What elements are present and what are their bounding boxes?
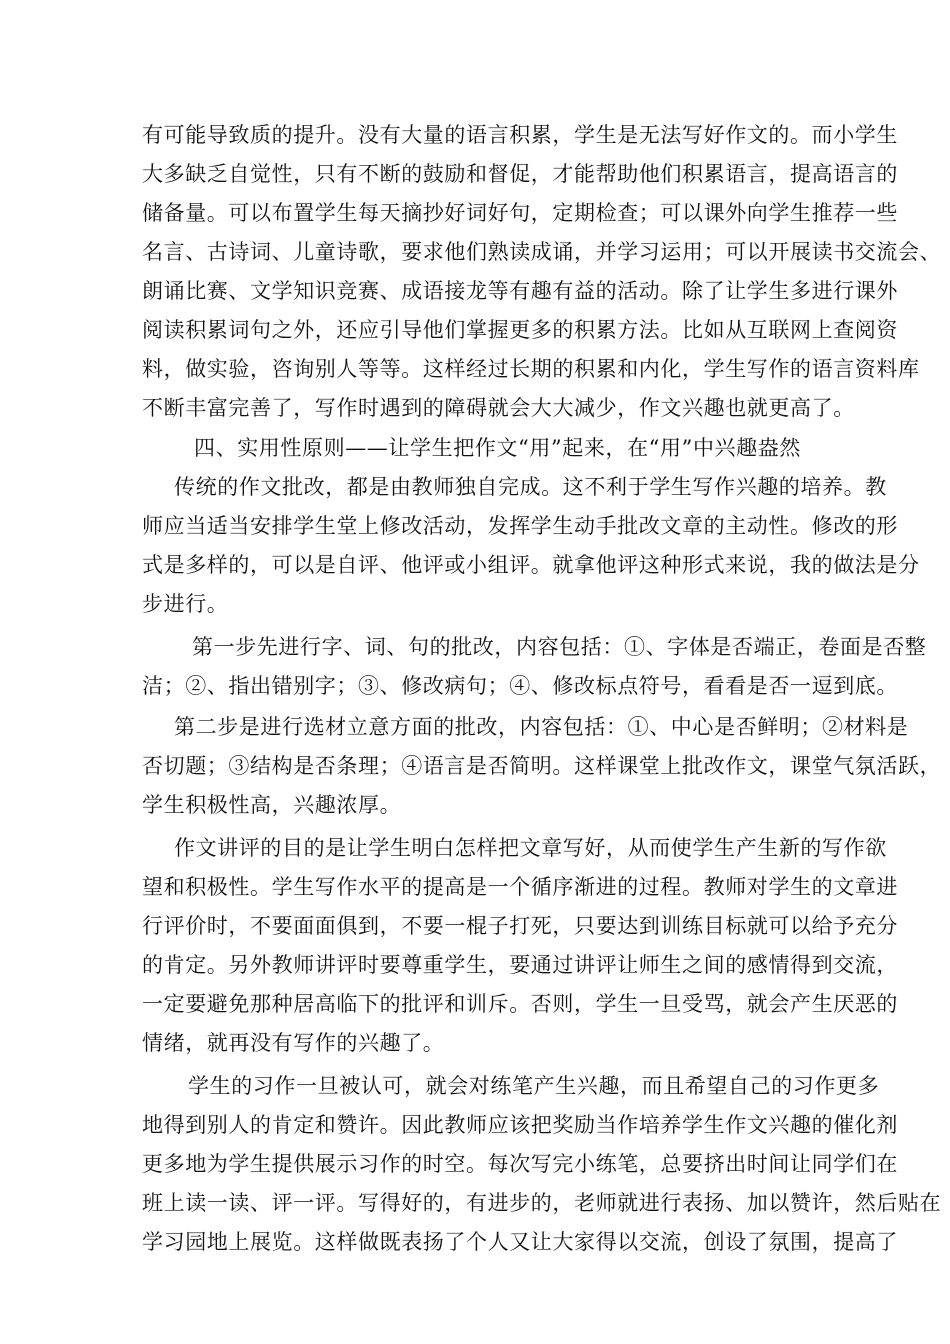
paragraph-first-line: 第一步先进行字、词、句的批改，内容包括：①、字体是否端正，卷面是否整 — [192, 635, 927, 659]
text-line: 阅读积累词句之外，还应引导他们掌握更多的积累方法。比如从互联网上查阅资 — [142, 318, 898, 342]
text-line: 行评价时，不要面面俱到，不要一棍子打死，只要达到训练目标就可以给予充分 — [142, 914, 898, 938]
text-line: 一定要避免那种居高临下的批评和训斥。否则，学生一旦受骂，就会产生厌恶的 — [142, 992, 898, 1016]
text-line: 的肯定。另外教师讲评时要尊重学生，要通过讲评让师生之间的感情得到交流， — [142, 953, 898, 977]
paragraph-first-line: 第二步是进行选材立意方面的批改，内容包括：①、中心是否鲜明；②材料是 — [174, 715, 909, 739]
text-line: 大多缺乏自觉性，只有不断的鼓励和督促，才能帮助他们积累语言，提高语言的 — [142, 162, 898, 186]
text-line: 储备量。可以布置学生每天摘抄好词好句，定期检查；可以课外向学生推荐一些 — [142, 201, 898, 225]
text-line: 步进行。 — [142, 592, 229, 616]
section-heading: 四、实用性原则——让学生把作文“用”起来，在“用”中兴趣盎然 — [194, 436, 801, 460]
text-line: 名言、古诗词、儿童诗歌，要求他们熟读成诵，并学习运用；可以开展读书交流会、 — [142, 240, 942, 264]
text-line: 地得到别人的肯定和赞许。因此教师应该把奖励当作培养学生作文兴趣的催化剂 — [142, 1113, 898, 1137]
paragraph-first-line: 传统的作文批改，都是由教师独自完成。这不利于学生写作兴趣的培养。教 — [174, 475, 887, 499]
text-line: 式是多样的，可以是自评、他评或小组评。就拿他评这种形式来说，我的做法是分 — [142, 553, 920, 577]
text-line: 否切题；③结构是否条理；④语言是否简明。这样课堂上批改作文，课堂气氛活跃， — [142, 754, 942, 778]
text-line: 望和积极性。学生写作水平的提高是一个循序渐进的过程。教师对学生的文章进 — [142, 875, 898, 899]
text-line: 学习园地上展览。这样做既表扬了个人又让大家得以交流，创设了氛围，提高了 — [142, 1230, 898, 1254]
text-line: 更多地为学生提供展示习作的时空。每次写完小练笔，总要挤出时间让同学们在 — [142, 1152, 898, 1176]
text-line: 洁；②、指出错别字；③、修改病句；④、修改标点符号，看看是否一逗到底。 — [142, 674, 898, 698]
text-line: 师应当适当安排学生堂上修改活动，发挥学生动手批改文章的主动性。修改的形 — [142, 514, 898, 538]
text-line: 有可能导致质的提升。没有大量的语言积累，学生是无法写好作文的。而小学生 — [142, 123, 898, 147]
text-line: 班上读一读、评一评。写得好的，有进步的，老师就进行表扬、加以赞许，然后贴在 — [142, 1191, 942, 1215]
text-line: 情绪，就再没有写作的兴趣了。 — [142, 1031, 445, 1055]
text-line: 料，做实验，咨询别人等等。这样经过长期的积累和内化，学生写作的语言资料库 — [142, 357, 920, 381]
text-line: 学生积极性高，兴趣浓厚。 — [142, 793, 402, 817]
paragraph-first-line: 作文讲评的目的是让学生明白怎样把文章写好，从而使学生产生新的写作欲 — [174, 836, 887, 860]
paragraph-first-line: 学生的习作一旦被认可，就会对练笔产生兴趣，而且希望自己的习作更多 — [188, 1074, 880, 1098]
text-line: 不断丰富完善了，写作时遇到的障碍就会大大减少，作文兴趣也就更高了。 — [142, 396, 855, 420]
text-line: 朗诵比赛、文学知识竞赛、成语接龙等有趣有益的活动。除了让学生多进行课外 — [142, 279, 898, 303]
